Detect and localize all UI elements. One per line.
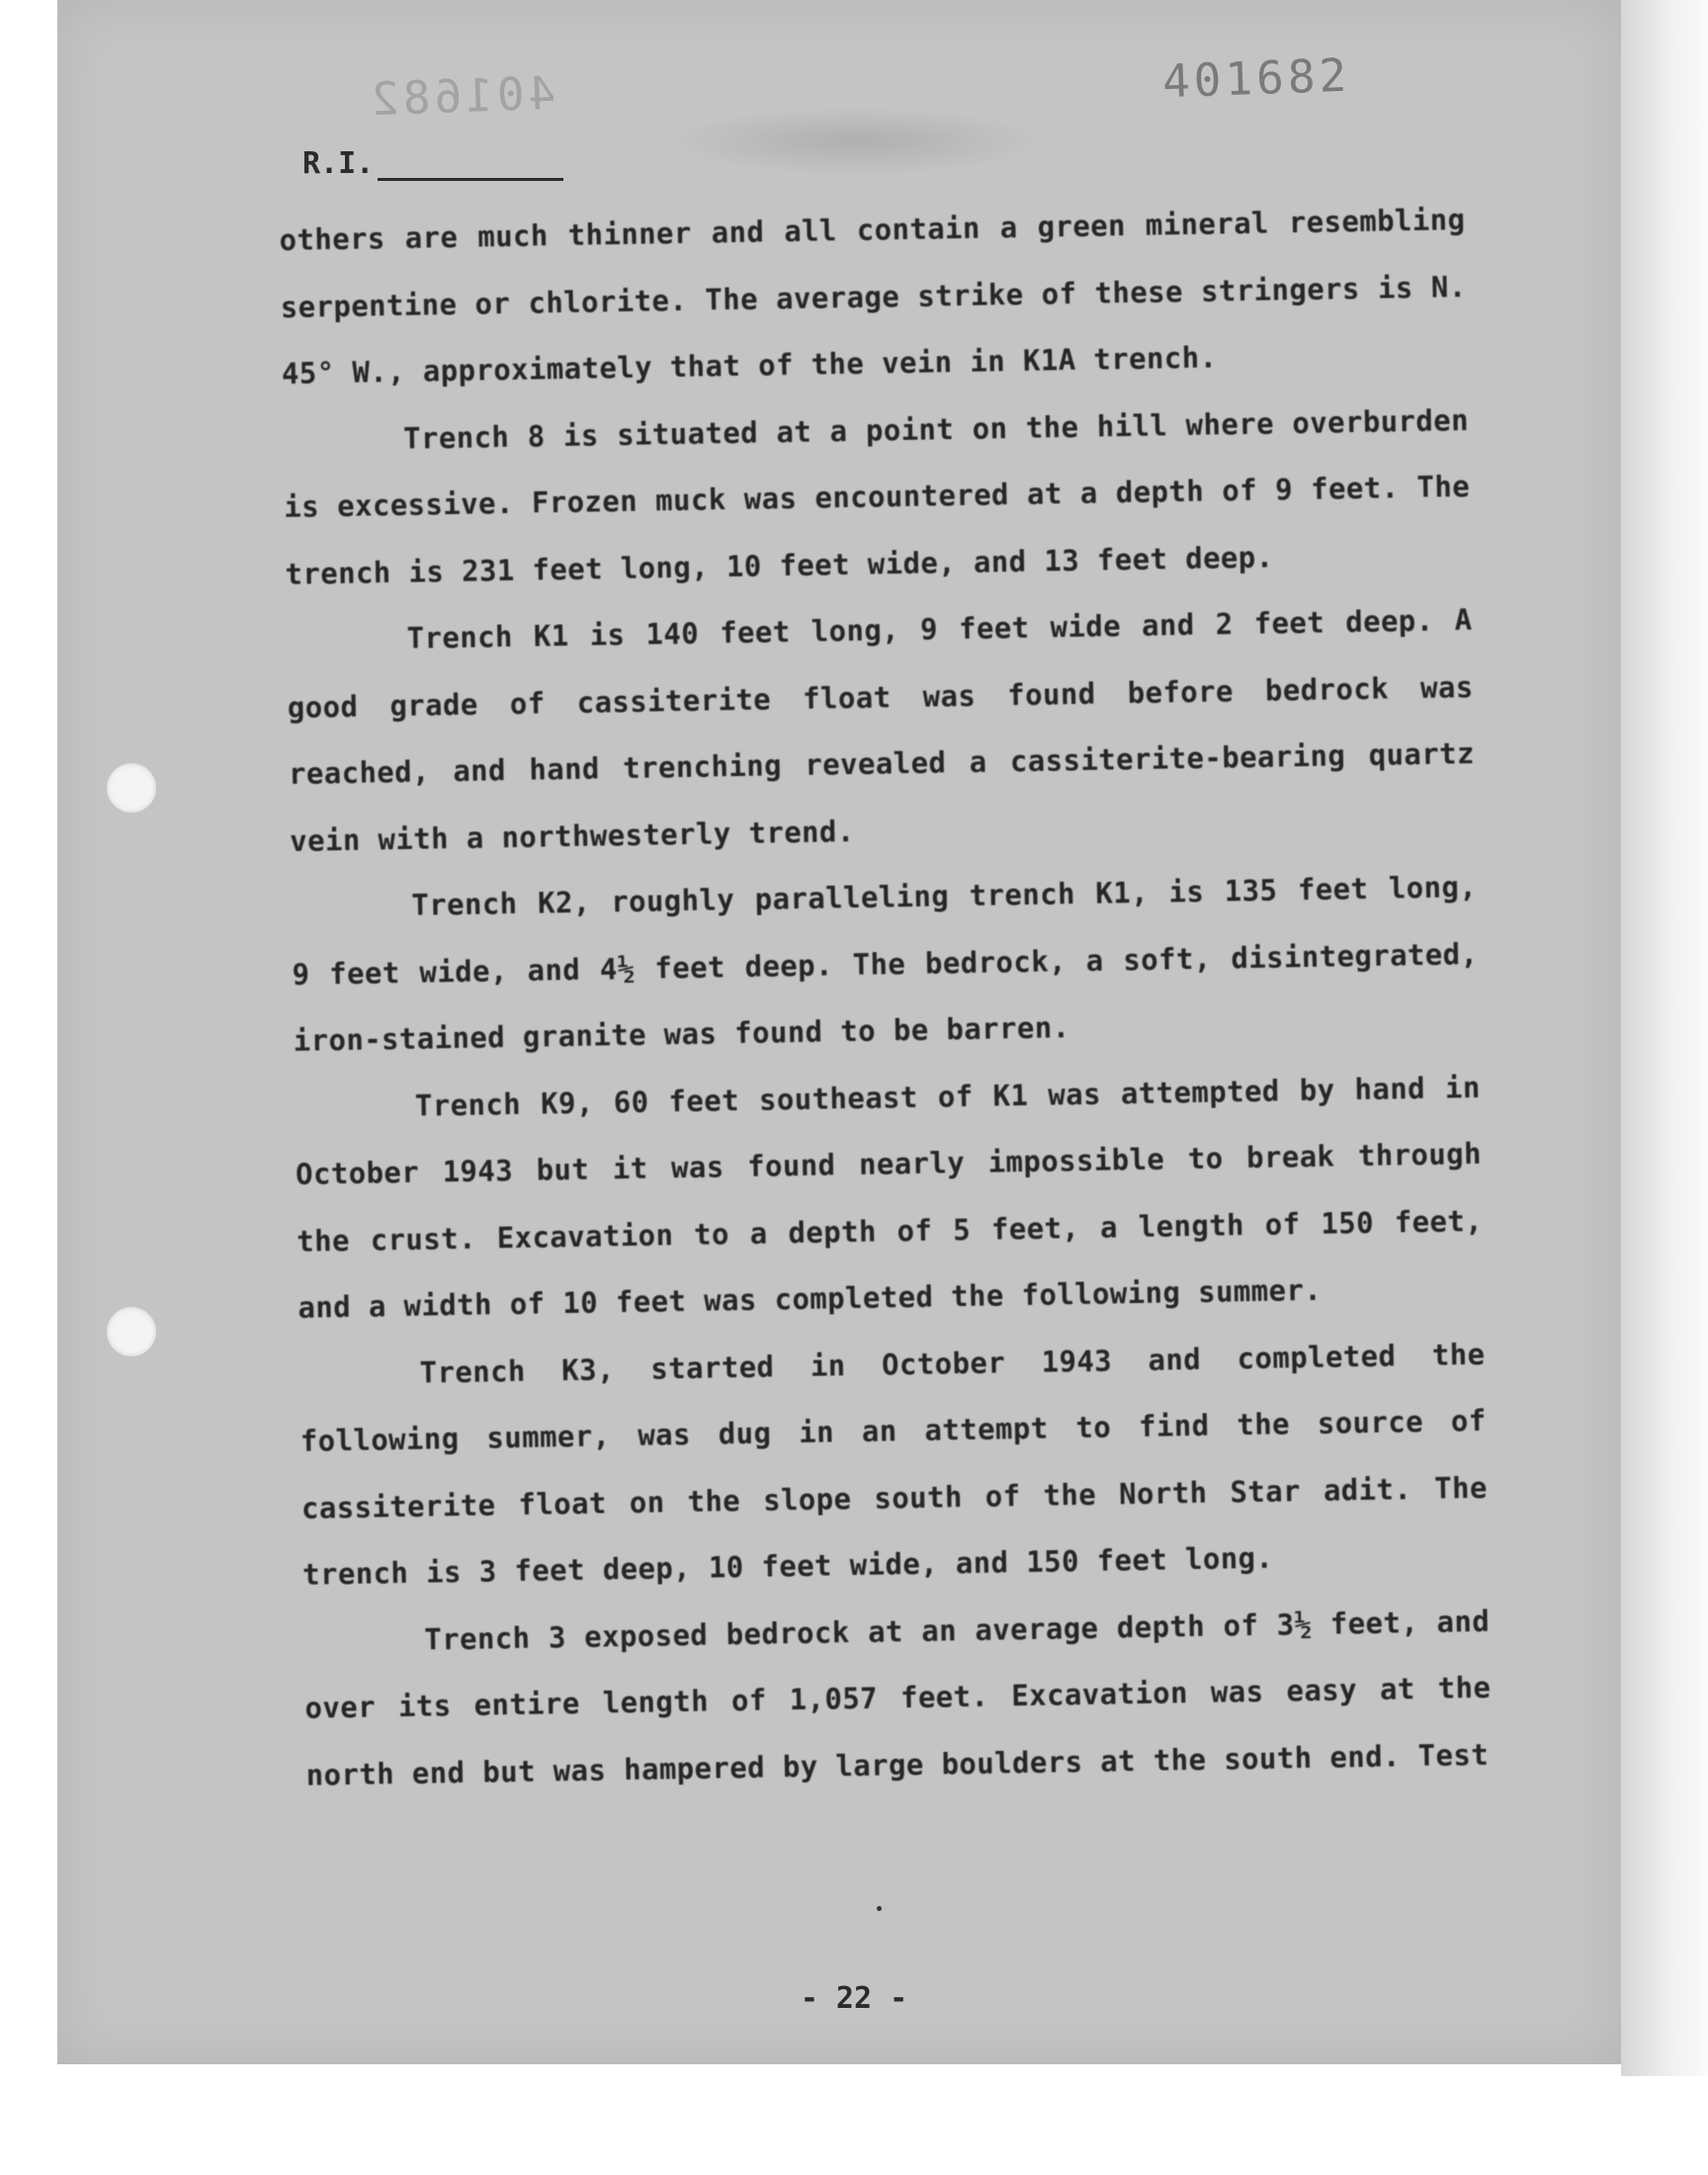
paragraph-trench-k9: Trench K9, 60 feet southeast of K1 was attempted by hand in October 1943 but it was found nearly impossible to break through the crust. Excavation to a depth of 5 feet, a length of 150 feet, and a width of 10 feet was completed the following summer. xyxy=(295,1070,1484,1325)
binder-hole-top xyxy=(107,763,156,813)
page-number: - 22 - xyxy=(800,1981,908,2016)
paragraph-trench-8: Trench 8 is situated at a point on the hill where overburden is excessive. Frozen muck was encountered at a depth of 9 feet. The trench is 231 feet long, 10 feet wide, and 13 feet deep. xyxy=(283,402,1471,591)
paragraph-trench-3: Trench 3 exposed bedrock at an average depth of 3½ feet, and over its entire length of 1,057 feet. Excavation was easy at the north end but was hampered by large boulders at the south end. Test xyxy=(304,1604,1492,1792)
speck xyxy=(877,1906,882,1911)
paragraph-continuation: others are much thinner and all contain a green mineral resembling serpentine or chlorite. The average strike of these stringers is N. 45° W., approximately that of the vein in K1A trench. xyxy=(279,203,1467,391)
page-edge xyxy=(1621,0,1708,2076)
paragraph-trench-k2: Trench K2, roughly paralleling trench K1, is 135 feet long, 9 feet wide, and 4½ feet deep. The bedrock, a soft, disintegrated, iron-stained granite was found to be barren. xyxy=(292,869,1479,1058)
paragraph-trench-k1: Trench K1 is 140 feet long, 9 feet wide and 2 feet deep. A good grade of cassiterite float was found before bedrock was reached, and hand trenching revealed a cassiterite-bearing quartz vein with a northwesterly trend. xyxy=(287,602,1476,858)
ink-smudge xyxy=(668,107,1044,176)
paragraph-trench-k3: Trench K3, started in October 1943 and completed the following summer, was dug in an attempt to find the source of cassiterite float on the slope south of the North Star adit. The trench is 3 feet deep, 10 feet wide, and 150 feet long. xyxy=(299,1337,1489,1592)
bleed-through-stamp: 401682 xyxy=(367,65,557,127)
file-number-stamp: 401682 xyxy=(1161,47,1352,109)
body-text xyxy=(279,187,1493,1809)
binder-hole-bottom xyxy=(107,1307,156,1356)
ri-label: R.I. xyxy=(302,146,375,181)
report-header xyxy=(302,146,563,181)
ri-blank-line xyxy=(378,150,563,181)
